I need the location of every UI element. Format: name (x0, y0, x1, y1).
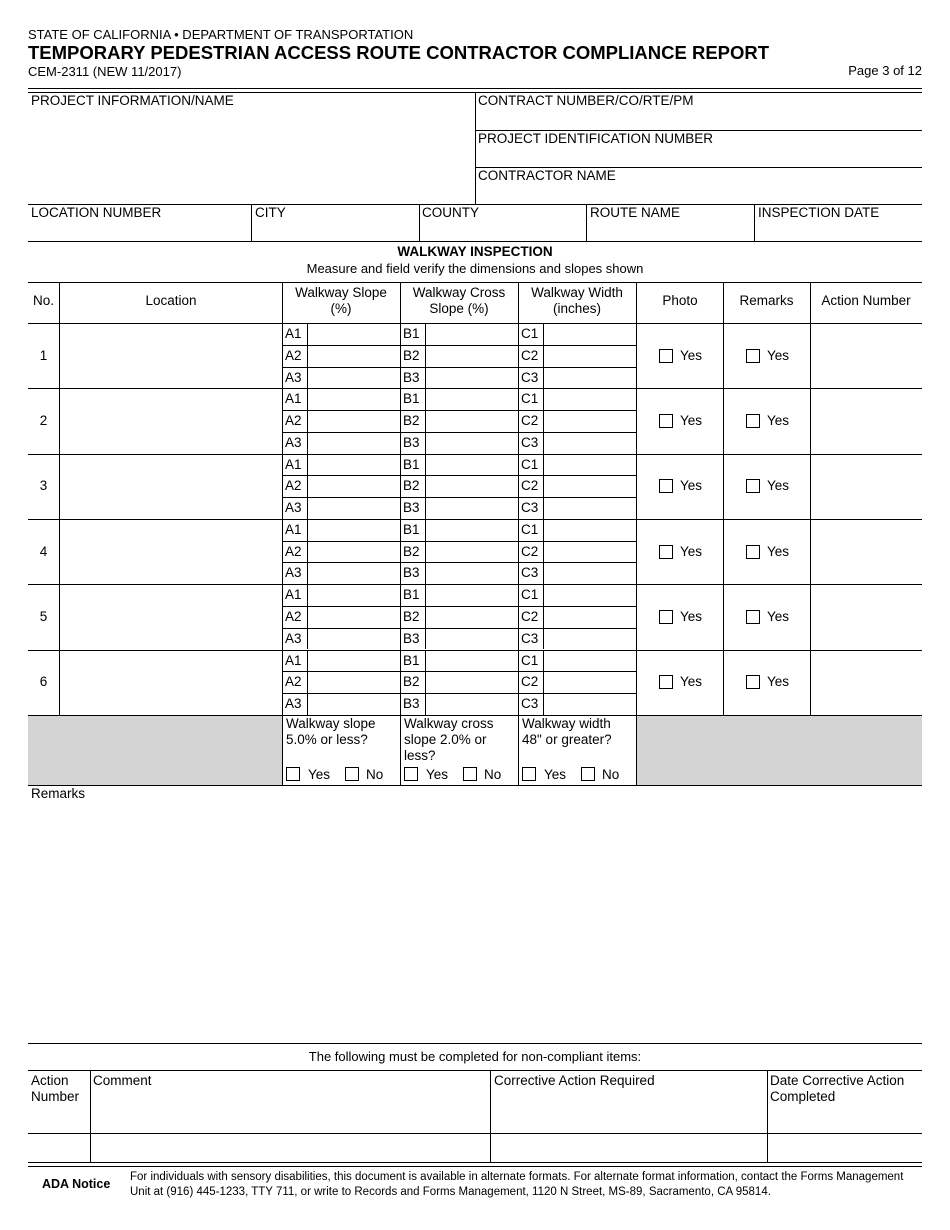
measurement-field-b2[interactable] (426, 411, 516, 431)
measurement-label-b2: B2 (403, 674, 420, 690)
measurement-label-a1: A1 (285, 391, 302, 407)
row-number: 6 (39, 674, 48, 690)
measurement-label-c2: C2 (521, 674, 539, 690)
photo-yes-label: Yes (680, 478, 703, 494)
slope-yes-checkbox[interactable] (286, 767, 300, 781)
measurement-label-c1: C1 (521, 326, 539, 341)
measurement-field-b1[interactable] (426, 389, 516, 409)
measurement-label-b3: B3 (403, 434, 420, 450)
measurement-field-b3[interactable] (426, 433, 516, 453)
photo-yes-label: Yes (680, 543, 703, 559)
rule (28, 1043, 922, 1044)
date-completed-field[interactable] (769, 1135, 920, 1161)
walkway-subtitle: Measure and field verify the dimensions and slopes shown (306, 261, 644, 276)
slope-yes-label: Yes (308, 767, 331, 782)
measurement-field-a3[interactable] (308, 498, 398, 518)
measurement-field-b1[interactable] (426, 455, 516, 475)
county-field[interactable] (421, 222, 584, 240)
corrective-action-header: Corrective Action Required (494, 1073, 655, 1088)
measurement-label-a1: A1 (285, 456, 302, 472)
measurement-label-c3: C3 (521, 500, 539, 516)
table-rule (400, 282, 401, 785)
measurement-label-b3: B3 (403, 369, 420, 385)
measurement-field-a2[interactable] (308, 672, 398, 692)
measurement-field-a3[interactable] (308, 368, 398, 388)
date-completed-header: Date Corrective Action Completed (770, 1073, 905, 1104)
table-rule (636, 282, 637, 785)
county-label: COUNTY (422, 205, 479, 220)
slope-question: Walkway slope 5.0% or less? (286, 716, 376, 747)
measurement-label-c1: C1 (521, 456, 539, 472)
photo-yes-label: Yes (680, 608, 703, 624)
measurement-label-b1: B1 (403, 456, 420, 472)
measurement-label-c3: C3 (521, 434, 539, 450)
measurement-field-c3[interactable] (544, 629, 634, 649)
shaded-cell (637, 715, 922, 785)
measurement-field-c1[interactable] (544, 324, 634, 344)
measurement-label-b1: B1 (403, 652, 420, 668)
col-no-header: No. (32, 293, 54, 308)
measurement-label-a3: A3 (285, 696, 302, 712)
measurement-label-b3: B3 (403, 500, 420, 516)
col-width-header: Walkway Width (inches) (531, 285, 623, 316)
photo-yes-label: Yes (680, 347, 703, 363)
rule (28, 1070, 922, 1071)
remarks-yes-label: Yes (767, 478, 790, 494)
remarks-label: Remarks (31, 786, 86, 801)
remarks-yes-checkbox[interactable] (746, 610, 760, 624)
measurement-field-c1[interactable] (544, 389, 634, 409)
measurement-field-c2[interactable] (544, 607, 634, 627)
measurement-field-b3[interactable] (426, 563, 516, 583)
action-number-field[interactable] (812, 325, 920, 386)
measurement-label-a2: A2 (285, 413, 302, 429)
measurement-field-a1[interactable] (308, 651, 398, 671)
measurement-field-a2[interactable] (308, 476, 398, 496)
cross-slope-no-checkbox[interactable] (463, 767, 477, 781)
rule (28, 1162, 922, 1163)
photo-yes-checkbox[interactable] (659, 610, 673, 624)
location-field[interactable] (61, 325, 280, 386)
remarks-yes-label: Yes (767, 543, 790, 559)
table-rule (28, 785, 922, 786)
measurement-field-a1[interactable] (308, 585, 398, 605)
divider (90, 1070, 91, 1162)
measurement-label-b1: B1 (403, 326, 420, 341)
row-number: 5 (39, 608, 48, 624)
remarks-yes-checkbox[interactable] (746, 349, 760, 363)
photo-yes-label: Yes (680, 412, 703, 428)
measurement-label-a1: A1 (285, 587, 302, 603)
form-number: CEM-2311 (NEW 11/2017) (28, 64, 182, 79)
measurement-label-c3: C3 (521, 369, 539, 385)
contractor-name-label: CONTRACTOR NAME (478, 168, 616, 183)
remarks-yes-label: Yes (767, 412, 790, 428)
measurement-field-c2[interactable] (544, 542, 634, 562)
remarks-yes-checkbox[interactable] (746, 479, 760, 493)
measurement-label-c2: C2 (521, 478, 539, 494)
measurement-field-c1[interactable] (544, 651, 634, 671)
ada-notice-label: ADA Notice (42, 1177, 111, 1191)
measurement-label-a3: A3 (285, 500, 302, 516)
corrective-action-field[interactable] (492, 1135, 765, 1161)
page-number: Page 3 of 12 (848, 63, 922, 78)
location-field[interactable] (61, 456, 280, 517)
remarks-yes-label: Yes (767, 608, 790, 624)
measurement-label-b1: B1 (403, 391, 420, 407)
remarks-yes-checkbox[interactable] (746, 675, 760, 689)
measurement-label-c2: C2 (521, 347, 539, 363)
cross-slope-no-label: No (484, 767, 502, 782)
measurement-label-c1: C1 (521, 652, 539, 668)
action-number-field[interactable] (812, 586, 920, 647)
measurement-field-c3[interactable] (544, 694, 634, 714)
location-number-field[interactable] (30, 222, 249, 240)
measurement-field-a2[interactable] (308, 411, 398, 431)
measurement-label-c2: C2 (521, 543, 539, 559)
measurement-field-a3[interactable] (308, 694, 398, 714)
measurement-label-a2: A2 (285, 478, 302, 494)
agency-name: STATE OF CALIFORNIA • DEPARTMENT OF TRANSPORTATION (28, 27, 414, 42)
measurement-field-c1[interactable] (544, 520, 634, 540)
action-number-field[interactable] (812, 521, 920, 582)
walkway-title: WALKWAY INSPECTION (397, 244, 553, 259)
measurement-field-b2[interactable] (426, 672, 516, 692)
divider (251, 204, 252, 241)
measurement-label-a3: A3 (285, 434, 302, 450)
measurement-field-a1[interactable] (308, 389, 398, 409)
measurement-field-b1[interactable] (426, 585, 516, 605)
rule (28, 241, 922, 242)
measurement-label-b1: B1 (403, 521, 420, 537)
remarks-yes-label: Yes (767, 347, 790, 363)
measurement-label-c1: C1 (521, 391, 539, 407)
width-yes-checkbox[interactable] (522, 767, 536, 781)
location-field[interactable] (61, 390, 280, 451)
action-number-field[interactable] (812, 390, 920, 451)
divider (490, 1070, 491, 1162)
measurement-label-a3: A3 (285, 369, 302, 385)
measurement-label-b2: B2 (403, 608, 420, 624)
col-cross-header: Walkway Cross Slope (%) (412, 285, 506, 316)
location-field[interactable] (61, 586, 280, 647)
measurement-field-b2[interactable] (426, 607, 516, 627)
city-field[interactable] (253, 222, 417, 240)
row-number: 3 (39, 478, 48, 494)
measurement-field-c1[interactable] (544, 455, 634, 475)
divider (419, 204, 420, 241)
measurement-field-c2[interactable] (544, 672, 634, 692)
project-info-label: PROJECT INFORMATION/NAME (31, 93, 234, 108)
form-title: TEMPORARY PEDESTRIAN ACCESS ROUTE CONTRACTOR COMPLIANCE REPORT (28, 42, 770, 63)
contract-number-field[interactable] (477, 110, 920, 128)
table-rule (282, 282, 283, 785)
remarks-textarea[interactable] (30, 804, 920, 1038)
divider (586, 204, 587, 241)
measurement-field-b1[interactable] (426, 520, 516, 540)
col-location-header: Location (145, 293, 197, 308)
measurement-label-a2: A2 (285, 674, 302, 690)
col-remarks-header: Remarks (739, 293, 794, 308)
measurement-label-a2: A2 (285, 608, 302, 624)
cross-slope-yes-checkbox[interactable] (404, 767, 418, 781)
col-photo-header: Photo (662, 293, 698, 308)
photo-yes-checkbox[interactable] (659, 349, 673, 363)
measurement-field-c3[interactable] (544, 368, 634, 388)
measurement-label-b2: B2 (403, 478, 420, 494)
rule (28, 1166, 922, 1167)
measurement-label-a2: A2 (285, 347, 302, 363)
measurement-field-c3[interactable] (544, 498, 634, 518)
measurement-label-a1: A1 (285, 652, 302, 668)
cross-slope-question: Walkway cross slope 2.0% or less? (404, 716, 494, 763)
slope-no-checkbox[interactable] (345, 767, 359, 781)
route-name-field[interactable] (588, 222, 752, 240)
measurement-field-c1[interactable] (544, 585, 634, 605)
measurement-field-a1[interactable] (308, 455, 398, 475)
comment-field[interactable] (92, 1135, 488, 1161)
measurement-field-b3[interactable] (426, 629, 516, 649)
measurement-field-a3[interactable] (308, 563, 398, 583)
project-id-field[interactable] (477, 148, 920, 166)
measurement-field-c2[interactable] (544, 476, 634, 496)
measurement-field-c3[interactable] (544, 433, 634, 453)
ada-notice-text: For individuals with sensory disabilities, this document is available in alternate formats. For alternate format information, contact the Forms Management Unit at (916) 445-1233, TTY 711, or write to Records and Forms Management, 1120 N Street, MS-89, Sacramento, CA 95814. (130, 1171, 904, 1198)
measurement-field-c3[interactable] (544, 563, 634, 583)
remarks-yes-checkbox[interactable] (746, 414, 760, 428)
photo-yes-checkbox[interactable] (659, 675, 673, 689)
location-field[interactable] (61, 652, 280, 713)
measurement-label-c2: C2 (521, 413, 539, 429)
width-no-checkbox[interactable] (581, 767, 595, 781)
measurement-label-a3: A3 (285, 565, 302, 581)
noncompliant-title: The following must be completed for non-compliant items: (308, 1049, 642, 1064)
measurement-label-a2: A2 (285, 543, 302, 559)
measurement-label-b3: B3 (403, 696, 420, 712)
shaded-cell (28, 715, 282, 785)
measurement-label-c3: C3 (521, 565, 539, 581)
comment-header: Comment (93, 1073, 152, 1088)
measurement-field-b2[interactable] (426, 542, 516, 562)
col-action-header: Action Number (821, 293, 911, 308)
measurement-field-a2[interactable] (308, 346, 398, 366)
measurement-label-c1: C1 (521, 587, 539, 603)
row-number: 4 (39, 543, 48, 559)
measurement-label-a1: A1 (285, 326, 302, 341)
col-slope-header: Walkway Slope (%) (295, 285, 387, 316)
measurement-label-c2: C2 (521, 608, 539, 624)
location-number-label: LOCATION NUMBER (31, 205, 162, 220)
measurement-field-c2[interactable] (544, 411, 634, 431)
measurement-field-a1[interactable] (308, 324, 398, 344)
measurement-label-b2: B2 (403, 413, 420, 429)
cross-slope-yes-label: Yes (426, 767, 449, 782)
contract-number-label: CONTRACT NUMBER/CO/RTE/PM (478, 93, 694, 108)
contractor-name-field[interactable] (477, 185, 920, 203)
inspection-date-label: INSPECTION DATE (758, 205, 880, 220)
table-rule (518, 282, 519, 785)
divider (767, 1070, 768, 1162)
divider (475, 92, 476, 204)
measurement-field-b3[interactable] (426, 694, 516, 714)
divider (754, 204, 755, 241)
measurement-field-b3[interactable] (426, 498, 516, 518)
city-label: CITY (255, 205, 286, 220)
measurement-label-c3: C3 (521, 696, 539, 712)
measurement-label-b2: B2 (403, 347, 420, 363)
inspection-date-field[interactable] (756, 222, 920, 240)
slope-no-label: No (366, 767, 384, 782)
measurement-label-c3: C3 (521, 630, 539, 646)
measurement-field-b3[interactable] (426, 368, 516, 388)
photo-yes-label: Yes (680, 674, 703, 690)
photo-yes-checkbox[interactable] (659, 545, 673, 559)
rule (28, 1133, 922, 1134)
measurement-field-b2[interactable] (426, 476, 516, 496)
action-number-field[interactable] (812, 456, 920, 517)
location-field[interactable] (61, 521, 280, 582)
remarks-yes-checkbox[interactable] (746, 545, 760, 559)
rule (28, 88, 922, 89)
action-number-field[interactable] (30, 1135, 88, 1161)
measurement-field-b1[interactable] (426, 651, 516, 671)
width-yes-label: Yes (544, 767, 567, 782)
row-number: 2 (39, 412, 48, 428)
measurement-label-a3: A3 (285, 630, 302, 646)
route-name-label: ROUTE NAME (590, 205, 681, 220)
measurement-field-a2[interactable] (308, 542, 398, 562)
table-rule (28, 282, 922, 283)
row-number: 1 (39, 347, 48, 363)
project-info-field[interactable] (30, 112, 470, 200)
photo-yes-checkbox[interactable] (659, 414, 673, 428)
action-number-field[interactable] (812, 652, 920, 713)
measurement-label-a1: A1 (285, 521, 302, 537)
width-no-label: No (602, 767, 620, 782)
measurement-field-b2[interactable] (426, 346, 516, 366)
measurement-label-b3: B3 (403, 630, 420, 646)
measurement-label-b3: B3 (403, 565, 420, 581)
table-rule (28, 715, 922, 716)
measurement-field-a3[interactable] (308, 433, 398, 453)
measurement-field-a1[interactable] (308, 520, 398, 540)
measurement-field-b1[interactable] (426, 324, 516, 344)
measurement-label-b2: B2 (403, 543, 420, 559)
measurement-field-a2[interactable] (308, 607, 398, 627)
remarks-yes-label: Yes (767, 674, 790, 690)
measurement-field-c2[interactable] (544, 346, 634, 366)
project-id-label: PROJECT IDENTIFICATION NUMBER (478, 131, 714, 146)
measurement-field-a3[interactable] (308, 629, 398, 649)
width-question: Walkway width 48" or greater? (522, 716, 612, 747)
action-number-header: Action Number (31, 1073, 80, 1104)
measurement-label-b1: B1 (403, 587, 420, 603)
measurement-label-c1: C1 (521, 521, 539, 537)
photo-yes-checkbox[interactable] (659, 479, 673, 493)
